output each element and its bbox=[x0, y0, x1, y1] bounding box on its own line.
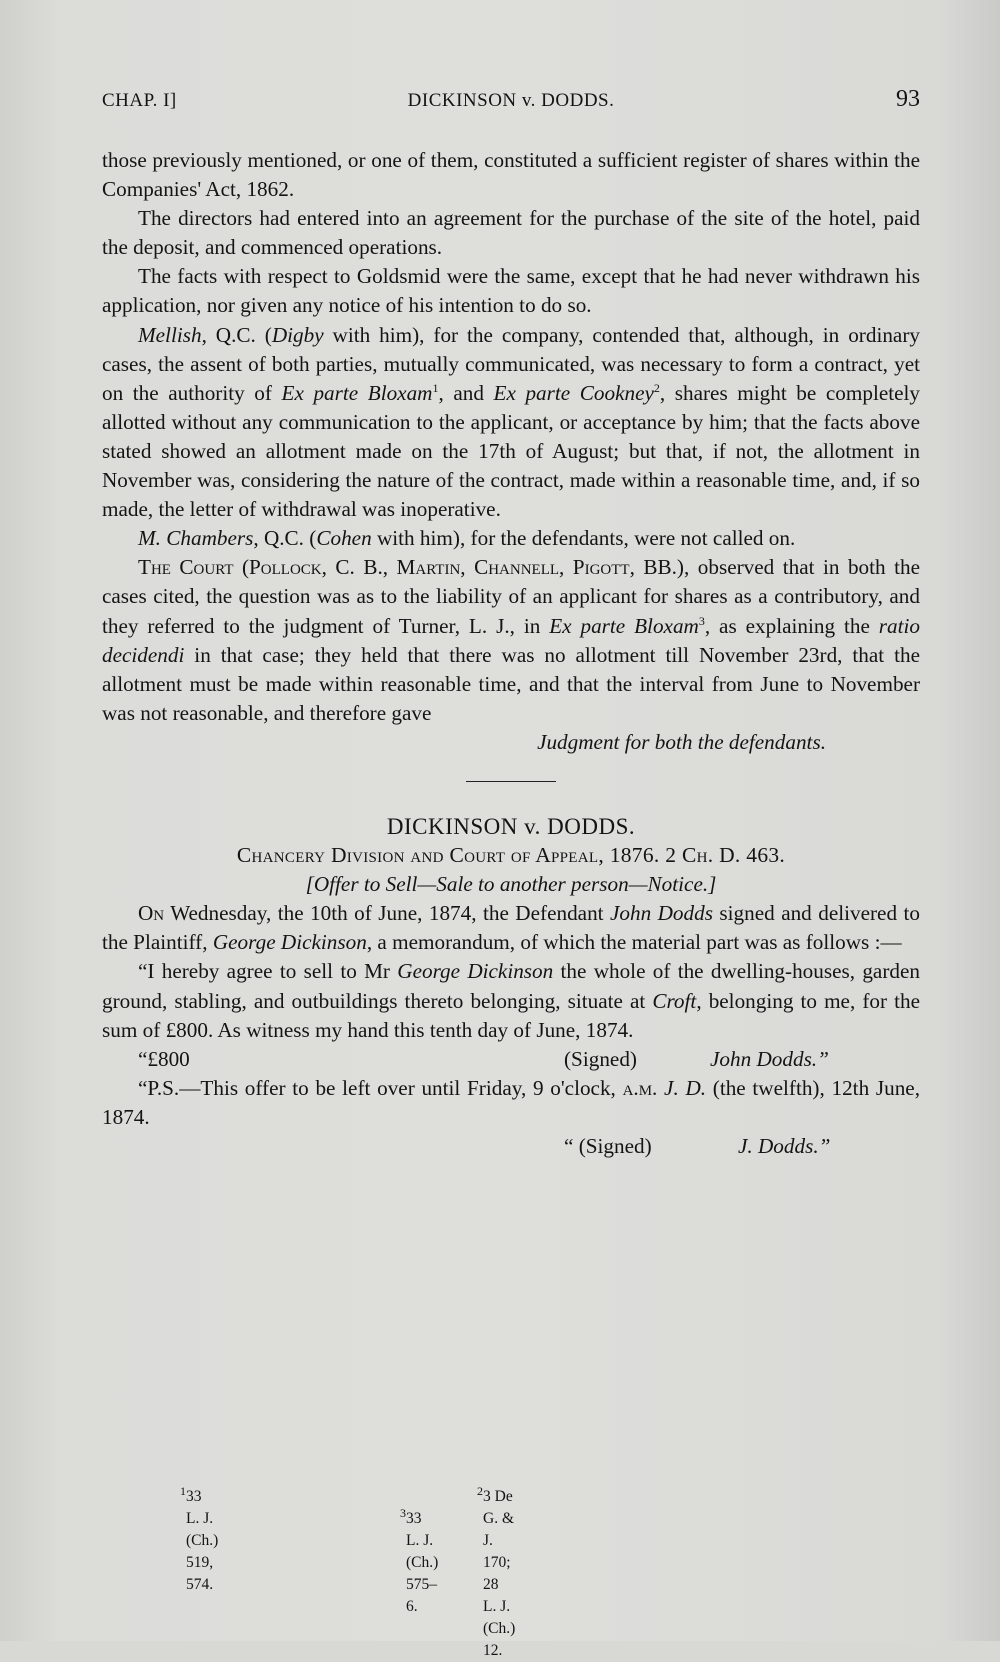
chapter-label: CHAP. I] bbox=[102, 90, 177, 111]
lead-word: On bbox=[138, 901, 165, 926]
signed-label: “ (Signed) bbox=[564, 1134, 652, 1158]
text-run: the whole of the dwelling-houses, garden ground, stabling, and outbuildings thereto belonging, situate at bbox=[102, 959, 920, 1013]
paragraph-court-opinion bbox=[102, 553, 920, 728]
footnote-ref: 1 bbox=[432, 380, 439, 395]
text-run: , Q.C. ( bbox=[253, 526, 317, 551]
signature-line-1 bbox=[102, 1045, 920, 1074]
body-text bbox=[102, 146, 920, 1161]
text-run: , as explaining the bbox=[704, 613, 879, 638]
judgment-line bbox=[102, 728, 920, 757]
footnote-text: 33 L. J. (Ch.) 575–6. bbox=[406, 1510, 439, 1615]
running-head: DICKINSON v. DODDS. bbox=[407, 90, 615, 111]
text-run: , and bbox=[438, 380, 494, 405]
paragraph-goldsmid: The facts with respect to Goldsmid were the same, except that he had never withdrawn his application, nor given any notice of his intention to do so. bbox=[102, 264, 920, 318]
latin-phrase: ratio decidendi bbox=[102, 613, 920, 667]
text-run: signed and delivered to the Plaintiff, bbox=[102, 901, 920, 955]
counsel-name: Cohen bbox=[316, 526, 372, 551]
court-name: The Court (Pollock, C. B., Martin, Channell, Pigott, BB.) bbox=[138, 555, 684, 580]
paragraph-continued: those previously mentioned, or one of them, constituted a sufficient register of shares within the Companies' Act, 1862. bbox=[102, 148, 920, 202]
footnote-text: 33 L. J. (Ch.) 519, 574. bbox=[186, 1488, 219, 1593]
party-name: George Dickinson bbox=[397, 959, 554, 984]
text-run: with him), for the defendants, were not called on. bbox=[371, 526, 796, 551]
headnote-text: [Offer to Sell—Sale to another person—Notice.] bbox=[305, 872, 717, 897]
text-run: (the twelfth), 12th June, 1874. bbox=[102, 1075, 921, 1129]
case-citation: Ex parte Bloxam bbox=[549, 613, 699, 638]
case-citation: Ex parte Bloxam bbox=[281, 380, 433, 405]
place-name: Croft bbox=[652, 988, 697, 1013]
judgment-text: Judgment for both the defendants. bbox=[537, 729, 826, 754]
footnote-mark: 1 bbox=[180, 1483, 186, 1498]
text-run: in that case; they held that there was no allotment till November 23rd, that the allotment must be made within reasonable time, and that the interval from June to November was not reasonable, and therefore gave bbox=[102, 642, 920, 725]
footnote-1 bbox=[180, 1483, 219, 1593]
paragraph-facts bbox=[102, 899, 920, 957]
time-abbrev: a.m. bbox=[622, 1075, 658, 1100]
text-run: , shares might be completely allotted without any communication to the applicant, or acceptance by him; that the facts above stated showed an allotment made on the 17th of August; but that, if not, the allotment in November was, considering the nature of the contract, made within a reasonable time, and, if so made, the letter of withdrawal was inoperative. bbox=[102, 380, 921, 522]
paragraph-directors: The directors had entered into an agreement for the purchase of the site of the hotel, paid the deposit, and commenced operations. bbox=[102, 206, 920, 260]
text-run: “I hereby agree to sell to Mr bbox=[138, 959, 398, 984]
party-name: John Dodds bbox=[610, 901, 713, 926]
footnote-2 bbox=[477, 1483, 516, 1659]
case-citation: Ex parte Cookney bbox=[493, 380, 654, 405]
postscript bbox=[102, 1074, 920, 1132]
signature-name: J. Dodds.” bbox=[738, 1134, 831, 1158]
footnote-3 bbox=[400, 1505, 439, 1615]
signature-name: John Dodds.” bbox=[710, 1046, 829, 1071]
signed-label: (Signed) bbox=[564, 1046, 637, 1071]
text-run: “P.S.—This offer to be left over until Friday, 9 o'clock, bbox=[138, 1075, 623, 1100]
footnote-mark: 2 bbox=[477, 1483, 483, 1498]
signature-line-2 bbox=[102, 1132, 920, 1161]
footnote-ref: 3 bbox=[698, 613, 705, 628]
party-name: George Dickinson bbox=[212, 930, 367, 955]
text-run: Wednesday, the 10th of June, 1874, the Defendant bbox=[164, 901, 610, 926]
footnote-ref: 2 bbox=[653, 380, 660, 395]
section-divider bbox=[466, 781, 556, 782]
text-run: , observed that in both the cases cited, the question was as to the liability of an applicant for shares as a contributory, and they referred to the judgment of Turner, L. J., in bbox=[102, 555, 920, 638]
text-run: , a memorandum, of which the material part was as follows :— bbox=[366, 930, 902, 955]
court-citation: Chancery Division and Court of Appeal, 1876. 2 Ch. D. 463. bbox=[236, 843, 786, 868]
footnotes bbox=[102, 1483, 920, 1659]
signature-amount: “£800 bbox=[138, 1046, 190, 1071]
counsel-name: Digby bbox=[271, 322, 324, 347]
memorandum-text bbox=[102, 957, 920, 1044]
footnote-text: 3 De G. & J. 170; 28 L. J. (Ch.) 12. bbox=[483, 1488, 516, 1659]
case-title: DICKINSON v. DODDS. bbox=[386, 813, 636, 839]
page-header bbox=[102, 86, 920, 120]
text-run: , belonging to me, for the sum of £800. As witness my hand this tenth day of June, 1874. bbox=[102, 988, 920, 1042]
counsel-name: Mellish bbox=[138, 322, 202, 347]
text-run: with him), for the company, contended that, although, in ordinary cases, the assent of both parties, mutually communicated, was necessary to form a contract, yet on the authority of bbox=[102, 322, 920, 405]
initials: J. D. bbox=[664, 1075, 707, 1100]
counsel-name: M. Chambers bbox=[138, 526, 254, 551]
footnote-mark: 3 bbox=[400, 1505, 406, 1520]
paragraph-mellish-argument bbox=[102, 321, 920, 525]
text-run: , Q.C. ( bbox=[201, 322, 272, 347]
paragraph-chambers bbox=[102, 524, 920, 553]
page-number: 93 bbox=[896, 86, 920, 112]
headnote bbox=[102, 870, 920, 899]
